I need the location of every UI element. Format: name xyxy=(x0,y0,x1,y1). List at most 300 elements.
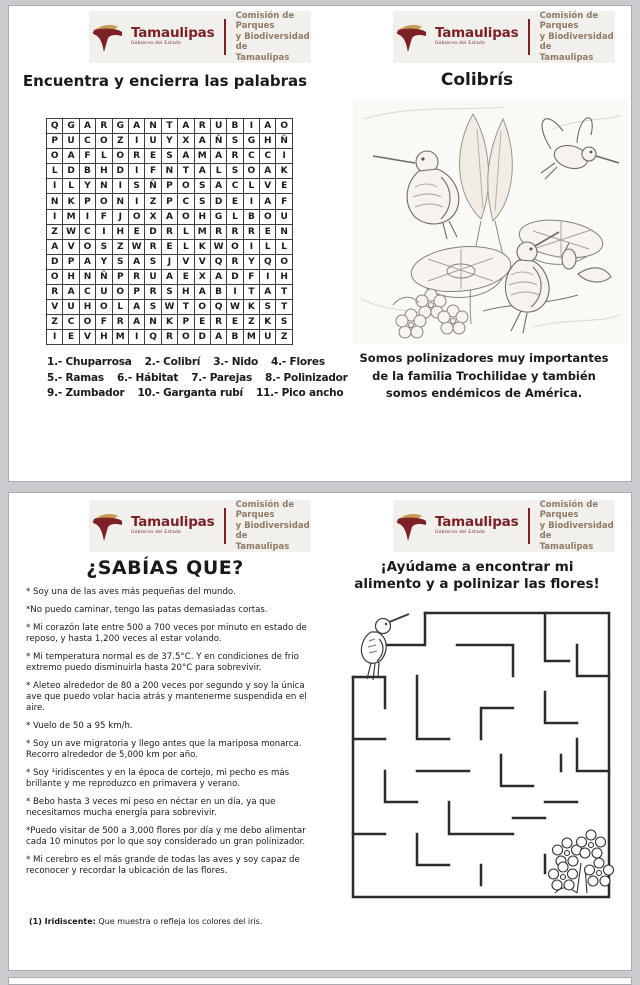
wordsearch-cell: R xyxy=(211,225,227,240)
wordsearch-cell: K xyxy=(260,315,276,330)
wordsearch-cell: V xyxy=(80,330,96,345)
wordsearch-cell: M xyxy=(63,210,79,225)
wordsearch-cell: I xyxy=(244,119,260,134)
word-item: 4.- Flores xyxy=(271,356,325,368)
wordsearch-cell: J xyxy=(162,255,178,270)
wordsearch-cell: M xyxy=(113,330,129,345)
wordsearch-cell: M xyxy=(244,330,260,345)
brand-subtitle: Gobierno del Estado xyxy=(435,530,486,536)
word-item: 10.- Garganta rubí xyxy=(137,387,243,399)
word-item: 2.- Colibrí xyxy=(144,356,201,368)
wordsearch-cell: B xyxy=(244,210,260,225)
wordsearch-cell: R xyxy=(227,255,243,270)
wordsearch-cell: R xyxy=(195,119,211,134)
word-item: 1.- Chuparrosa xyxy=(47,356,132,368)
brand-title: Tamaulipas xyxy=(131,514,215,531)
wordsearch-cell: C xyxy=(244,149,260,164)
wordsearch-cell: Q xyxy=(260,255,276,270)
wordsearch-cell: S xyxy=(276,315,292,330)
wordsearch-cell: R xyxy=(211,315,227,330)
fact-item: * Soy una de las aves más pequeñas del mundo. xyxy=(26,587,236,597)
tamaulipas-logo-icon xyxy=(89,21,125,54)
wordsearch-cell: S xyxy=(227,164,243,179)
brand-org-line: y Biodiversidad de xyxy=(235,31,310,53)
brand-org-line: Tamaulipas xyxy=(539,541,594,552)
wordsearch-cell: Q xyxy=(211,300,227,315)
wordsearch-cell: M xyxy=(195,149,211,164)
wordsearch-cell: S xyxy=(162,149,178,164)
word-item: 11.- Pico ancho xyxy=(255,387,344,399)
wordsearch-cell: L xyxy=(63,179,79,194)
wordsearch-cell: F xyxy=(276,194,292,209)
brand-org-line: Comisión de Parques xyxy=(539,499,599,521)
brand-header xyxy=(89,500,311,552)
word-line xyxy=(47,386,348,402)
wordsearch-cell: U xyxy=(260,330,276,345)
wordsearch-cell: S xyxy=(227,134,243,149)
footnote-term: (1) Iridiscente: xyxy=(29,917,96,926)
wordsearch-cell: Z xyxy=(47,225,63,240)
wordsearch-cell: F xyxy=(145,164,161,179)
wordsearch-cell: I xyxy=(129,164,145,179)
wordsearch-cell: C xyxy=(63,315,79,330)
wordsearch-cell: L xyxy=(276,240,292,255)
wordsearch-cell: E xyxy=(178,270,194,285)
wordsearch-cell: W xyxy=(63,225,79,240)
wordsearch-cell: W xyxy=(162,300,178,315)
wordsearch-cell: O xyxy=(227,240,243,255)
wordsearch-cell: L xyxy=(96,149,112,164)
page-1 xyxy=(8,5,632,482)
brand-header xyxy=(89,11,311,63)
wordsearch-cell: K xyxy=(276,164,292,179)
tamaulipas-logo-icon xyxy=(89,510,125,543)
wordsearch-cell: E xyxy=(195,315,211,330)
brand-name xyxy=(435,27,518,46)
wordsearch-cell: G xyxy=(63,119,79,134)
wordsearch-cell: T xyxy=(162,119,178,134)
brand-org-line: Comisión de Parques xyxy=(539,10,599,32)
wordsearch-cell: H xyxy=(80,300,96,315)
wordsearch-cell: T xyxy=(276,300,292,315)
wordsearch-cell: U xyxy=(63,134,79,149)
wordsearch-cell: I xyxy=(113,179,129,194)
fact-item: * Mi cerebro es el más grande de todas las aves y soy capaz de reconocer y recordar la ubicación de las flores. xyxy=(26,855,300,876)
wordsearch-cell: M xyxy=(195,225,211,240)
wordsearch-cell: R xyxy=(145,285,161,300)
wordsearch-cell: H xyxy=(260,134,276,149)
wordsearch-cell: R xyxy=(96,119,112,134)
brand-subtitle: Gobierno del Estado xyxy=(131,530,182,536)
wordsearch-cell: A xyxy=(129,315,145,330)
wordsearch-cell: X xyxy=(195,270,211,285)
wordsearch-cell: E xyxy=(145,149,161,164)
wordsearch-cell: A xyxy=(162,210,178,225)
wordsearch-cell: K xyxy=(63,194,79,209)
wordsearch-cell: O xyxy=(178,330,194,345)
wordsearch-cell: X xyxy=(145,210,161,225)
wordsearch-cell: O xyxy=(195,300,211,315)
wordsearch-cell: A xyxy=(260,119,276,134)
brand-subtitle: Gobierno del Estado xyxy=(131,41,182,47)
wordsearch-cell: I xyxy=(129,134,145,149)
wordsearch-cell: T xyxy=(244,285,260,300)
wordsearch-cell: Q xyxy=(211,255,227,270)
wordsearch-cell: U xyxy=(63,300,79,315)
wordsearch-cell: L xyxy=(113,300,129,315)
wordsearch-cell: W xyxy=(129,240,145,255)
wordsearch-cell: A xyxy=(162,270,178,285)
wordsearch-cell: L xyxy=(178,225,194,240)
wordsearch-cell: P xyxy=(47,134,63,149)
maze-title-line: ¡Ayúdame a encontrar mi xyxy=(380,559,574,575)
maze-flowers xyxy=(549,830,614,893)
brand-divider xyxy=(528,19,529,55)
brand-subtitle: Gobierno del Estado xyxy=(435,41,486,47)
wordsearch-cell: W xyxy=(211,240,227,255)
wordsearch-cell: X xyxy=(178,134,194,149)
brand-org-line: Tamaulipas xyxy=(235,541,290,552)
wordsearch-cell: O xyxy=(47,149,63,164)
tamaulipas-logo-icon xyxy=(393,510,429,543)
wordsearch-cell: N xyxy=(145,119,161,134)
wordsearch-cell: R xyxy=(244,225,260,240)
wordsearch-cell: D xyxy=(63,164,79,179)
wordsearch-cell: I xyxy=(47,330,63,345)
brand-org xyxy=(236,11,311,64)
wordsearch-cell: A xyxy=(63,149,79,164)
wordsearch-cell: O xyxy=(96,300,112,315)
wordsearch-cell: A xyxy=(195,164,211,179)
wordsearch-cell: J xyxy=(113,210,129,225)
wordsearch-cell: D xyxy=(113,164,129,179)
wordsearch-grid xyxy=(46,118,293,345)
fact-item: * Bebo hasta 3 veces mi peso en néctar en un día, ya que necesitamos mucha energía para sobrevivir. xyxy=(26,797,276,818)
wordsearch-cell: Z xyxy=(276,330,292,345)
wordsearch-cell: A xyxy=(47,240,63,255)
wordsearch-cell: I xyxy=(96,225,112,240)
wordsearch-cell: O xyxy=(96,134,112,149)
wordsearch-cell: R xyxy=(162,225,178,240)
wordsearch-cell: C xyxy=(80,134,96,149)
wordsearch-cell: C xyxy=(80,225,96,240)
wordsearch-cell: R xyxy=(227,225,243,240)
wordsearch-cell: I xyxy=(129,194,145,209)
wordsearch-cell: U xyxy=(276,210,292,225)
wordsearch-cell: H xyxy=(96,330,112,345)
wordsearch-cell: U xyxy=(145,134,161,149)
wordsearch-cell: V xyxy=(195,255,211,270)
wordsearch-cell: B xyxy=(227,119,243,134)
wordsearch-cell: Z xyxy=(145,194,161,209)
wordsearch-cell: A xyxy=(178,119,194,134)
wordsearch-cell: O xyxy=(80,315,96,330)
word-item: 8.- Polinizador xyxy=(265,371,348,384)
wordsearch-cell: Z xyxy=(244,315,260,330)
wordsearch-cell: R xyxy=(145,240,161,255)
footnote-text: Que muestra o refleja los colores del iris. xyxy=(95,917,263,926)
wordsearch-cell: P xyxy=(162,179,178,194)
wordsearch-cell: G xyxy=(113,119,129,134)
brand-org xyxy=(540,500,615,553)
wordsearch-cell: Q xyxy=(47,119,63,134)
brand-header xyxy=(393,500,615,552)
wordsearch-cell: B xyxy=(211,285,227,300)
wordsearch-cell: E xyxy=(227,194,243,209)
wordsearch-cell: C xyxy=(227,179,243,194)
brand-title: Tamaulipas xyxy=(435,514,519,531)
wordsearch-cell: O xyxy=(276,255,292,270)
wordsearch-cell: R xyxy=(162,330,178,345)
brand-org-line: y Biodiversidad de xyxy=(235,520,310,542)
wordsearch-cell: O xyxy=(178,179,194,194)
brand-org-line: Comisión de Parques xyxy=(235,10,295,32)
wordsearch-cell: Ñ xyxy=(211,134,227,149)
wordsearch-cell: S xyxy=(113,255,129,270)
wordsearch-cell: D xyxy=(211,194,227,209)
wordsearch-cell: T xyxy=(178,300,194,315)
wordsearch-cell: Z xyxy=(47,315,63,330)
wordsearch-cell: H xyxy=(195,210,211,225)
maze-icon xyxy=(341,605,625,905)
wordsearch-cell: A xyxy=(211,270,227,285)
wordsearch-cell: O xyxy=(260,210,276,225)
fact-item: * Soy ¹iridiscentes y en la época de cortejo, mi pecho es más brillante y me reproduzco en primavera y verano. xyxy=(26,768,290,789)
wordsearch-cell: P xyxy=(129,285,145,300)
maze-bird xyxy=(361,614,409,680)
wordsearch-cell: I xyxy=(260,270,276,285)
wordsearch-cell: U xyxy=(96,285,112,300)
wordsearch-cell: O xyxy=(178,210,194,225)
brand-name xyxy=(131,27,214,46)
brand-header xyxy=(393,11,615,63)
wordsearch-cell: A xyxy=(129,255,145,270)
colibris-caption xyxy=(339,350,629,403)
wordsearch-cell: Ñ xyxy=(145,179,161,194)
wordsearch-cell: G xyxy=(211,210,227,225)
wordsearch-cell: N xyxy=(276,225,292,240)
brand-name xyxy=(131,516,214,535)
wordsearch-cell: Q xyxy=(145,330,161,345)
wordsearch-cell: E xyxy=(227,315,243,330)
word-item: 6.- Hábitat xyxy=(116,371,179,384)
wordsearch-cell: N xyxy=(145,315,161,330)
wordsearch-cell: C xyxy=(80,285,96,300)
wordsearch-cell: S xyxy=(260,300,276,315)
wordsearch-cell: E xyxy=(260,225,276,240)
brand-title: Tamaulipas xyxy=(435,25,519,42)
wordsearch-cell: L xyxy=(178,240,194,255)
wordsearch-cell: B xyxy=(80,164,96,179)
wordsearch-cell: I xyxy=(244,194,260,209)
fact-item: * Mi temperatura normal es de 37.5°C. Y en condiciones de frio extremo puedo disminuirla hasta 20°C para sobrevivir. xyxy=(26,652,299,673)
wordsearch-cell: P xyxy=(178,315,194,330)
wordsearch-cell: O xyxy=(244,164,260,179)
wordsearch-cell: I xyxy=(276,149,292,164)
tamaulipas-logo-icon xyxy=(393,21,429,54)
wordsearch-cell: R xyxy=(129,149,145,164)
wordsearch-cell: N xyxy=(113,194,129,209)
wordsearch-cell: P xyxy=(80,194,96,209)
maze-illustration xyxy=(341,605,625,905)
wordsearch-cell: H xyxy=(178,285,194,300)
wordsearch-cell: O xyxy=(129,210,145,225)
wordsearch-cell: P xyxy=(113,270,129,285)
wordsearch-cell: S xyxy=(96,240,112,255)
wordsearch-cell: T xyxy=(178,164,194,179)
wordsearch-cell: K xyxy=(162,315,178,330)
wordsearch-cell: N xyxy=(162,164,178,179)
wordsearch-cell: A xyxy=(63,285,79,300)
wordsearch-cell: A xyxy=(80,255,96,270)
brand-org xyxy=(540,11,615,64)
wordsearch-cell: V xyxy=(47,300,63,315)
wordsearch-cell: L xyxy=(211,164,227,179)
wordsearch-cell: H xyxy=(63,270,79,285)
wordsearch-cell: Y xyxy=(96,255,112,270)
wordsearch-cell: G xyxy=(244,134,260,149)
wordsearch-cell: R xyxy=(129,270,145,285)
wordsearch-cell: D xyxy=(47,255,63,270)
wordsearch-cell: S xyxy=(145,300,161,315)
wordsearch-cell: F xyxy=(96,315,112,330)
hummingbirds-sketch-icon xyxy=(353,99,628,344)
word-item: 9.- Zumbador xyxy=(47,387,125,399)
wordsearch-cell: I xyxy=(129,330,145,345)
wordsearch-cell: B xyxy=(227,330,243,345)
wordsearch-cell: C xyxy=(178,194,194,209)
wordsearch-cell: V xyxy=(63,240,79,255)
wordsearch-cell: Y xyxy=(162,134,178,149)
word-item: 5.- Ramas xyxy=(47,371,104,384)
brand-divider xyxy=(528,508,529,544)
wordsearch-cell: V xyxy=(260,179,276,194)
brand-title: Tamaulipas xyxy=(131,25,215,42)
wordsearch-cell: R xyxy=(227,149,243,164)
sabias-que-title: ¿SABÍAS QUE? xyxy=(86,557,244,579)
wordsearch-cell: H xyxy=(276,270,292,285)
wordsearch-cell: E xyxy=(276,179,292,194)
wordsearch-cell: O xyxy=(113,285,129,300)
wordsearch-cell: S xyxy=(162,285,178,300)
wordsearch-cell: L xyxy=(227,210,243,225)
wordsearch-cell: K xyxy=(244,300,260,315)
wordsearch-cell: N xyxy=(47,194,63,209)
wordsearch-cell: P xyxy=(162,194,178,209)
wordsearch-cell: A xyxy=(195,134,211,149)
wordsearch-cell: A xyxy=(260,194,276,209)
wordsearch-cell: U xyxy=(211,119,227,134)
brand-org-line: y Biodiversidad de xyxy=(539,520,614,542)
wordsearch-cell: Z xyxy=(113,134,129,149)
wordsearch-cell: I xyxy=(47,210,63,225)
wordsearch-cell: I xyxy=(80,210,96,225)
wordsearch-cell: A xyxy=(178,149,194,164)
wordsearch-cell: O xyxy=(113,149,129,164)
facts-list xyxy=(26,587,320,884)
wordsearch-cell: Z xyxy=(113,240,129,255)
caption-line: Somos polinizadores muy importantes xyxy=(359,351,609,365)
wordsearch-cell: Y xyxy=(244,255,260,270)
caption-line: somos endémicos de América. xyxy=(385,386,583,400)
wordsearch-cell: O xyxy=(276,119,292,134)
wordsearch-cell: A xyxy=(211,330,227,345)
wordsearch-cell: L xyxy=(47,164,63,179)
wordsearch-cell: I xyxy=(47,179,63,194)
word-list xyxy=(47,355,348,402)
wordsearch-cell: A xyxy=(195,285,211,300)
wordsearch-cell: Y xyxy=(80,179,96,194)
wordsearch-cell: R xyxy=(113,315,129,330)
wordsearch-cell: R xyxy=(47,285,63,300)
wordsearch-cell: E xyxy=(129,225,145,240)
wordsearch-cell: I xyxy=(244,240,260,255)
fact-item: * Vuelo de 50 a 95 km/h. xyxy=(26,721,133,731)
wordsearch-cell: A xyxy=(80,119,96,134)
wordsearch-cell: A xyxy=(260,164,276,179)
wordsearch-cell: E xyxy=(63,330,79,345)
wordsearch-cell: O xyxy=(96,194,112,209)
wordsearch-cell: A xyxy=(129,119,145,134)
brand-org xyxy=(236,500,311,553)
wordsearch-cell: C xyxy=(260,149,276,164)
wordsearch-cell: S xyxy=(195,194,211,209)
word-line xyxy=(47,371,348,387)
wordsearch-cell: N xyxy=(80,270,96,285)
wordsearch-cell: T xyxy=(276,285,292,300)
wordsearch-cell: D xyxy=(195,330,211,345)
wordsearch-cell: K xyxy=(195,240,211,255)
wordsearch-cell: E xyxy=(162,240,178,255)
wordsearch-cell: L xyxy=(244,179,260,194)
wordsearch-cell: A xyxy=(211,149,227,164)
wordsearch-cell: O xyxy=(80,240,96,255)
wordsearch-cell: S xyxy=(195,179,211,194)
wordsearch-cell: Ñ xyxy=(276,134,292,149)
brand-name xyxy=(435,516,518,535)
brand-org-line: Tamaulipas xyxy=(235,52,290,63)
wordsearch-cell: F xyxy=(96,210,112,225)
fact-item: * Soy un ave migratoria y llego antes que la mariposa monarca. Recorro alrededor de 5,000 km por año. xyxy=(26,739,302,760)
page-2 xyxy=(8,492,632,971)
wordsearch-cell: P xyxy=(63,255,79,270)
colibris-title: Colibrís xyxy=(440,70,514,90)
wordsearch-cell: A xyxy=(260,285,276,300)
wordsearch-cell: H xyxy=(113,225,129,240)
page-3 xyxy=(8,977,632,985)
fact-item: * Mi corazón late entre 500 a 700 veces por minuto en estado de reposo, y hasta 1,200 veces al estar volando. xyxy=(26,623,307,644)
fact-item: *No puedo caminar, tengo las patas demasiadas cortas. xyxy=(26,605,268,615)
maze-outer-wall xyxy=(353,613,609,897)
brand-divider xyxy=(224,508,225,544)
wordsearch-cell: W xyxy=(227,300,243,315)
wordsearch-cell: H xyxy=(96,164,112,179)
wordsearch-cell: Ñ xyxy=(96,270,112,285)
maze-title xyxy=(321,559,633,592)
wordsearch-cell: D xyxy=(145,225,161,240)
brand-org-line: Comisión de Parques xyxy=(235,499,295,521)
wordsearch-cell: F xyxy=(80,149,96,164)
fact-item: *Puedo visitar de 500 a 3,000 flores por día y me debo alimentar cada 10 minutos por lo que soy considerado un gran polinizador. xyxy=(26,826,306,847)
caption-line: de la familia Trochilidae y también xyxy=(372,368,596,383)
wordsearch-title: Encuentra y encierra las palabras xyxy=(22,72,308,90)
wordsearch-cell: U xyxy=(145,270,161,285)
brand-org-line: Tamaulipas xyxy=(539,52,594,63)
wordsearch-cell: S xyxy=(129,179,145,194)
wordsearch-cell: I xyxy=(227,285,243,300)
footnote xyxy=(29,917,262,926)
word-line xyxy=(47,355,348,371)
